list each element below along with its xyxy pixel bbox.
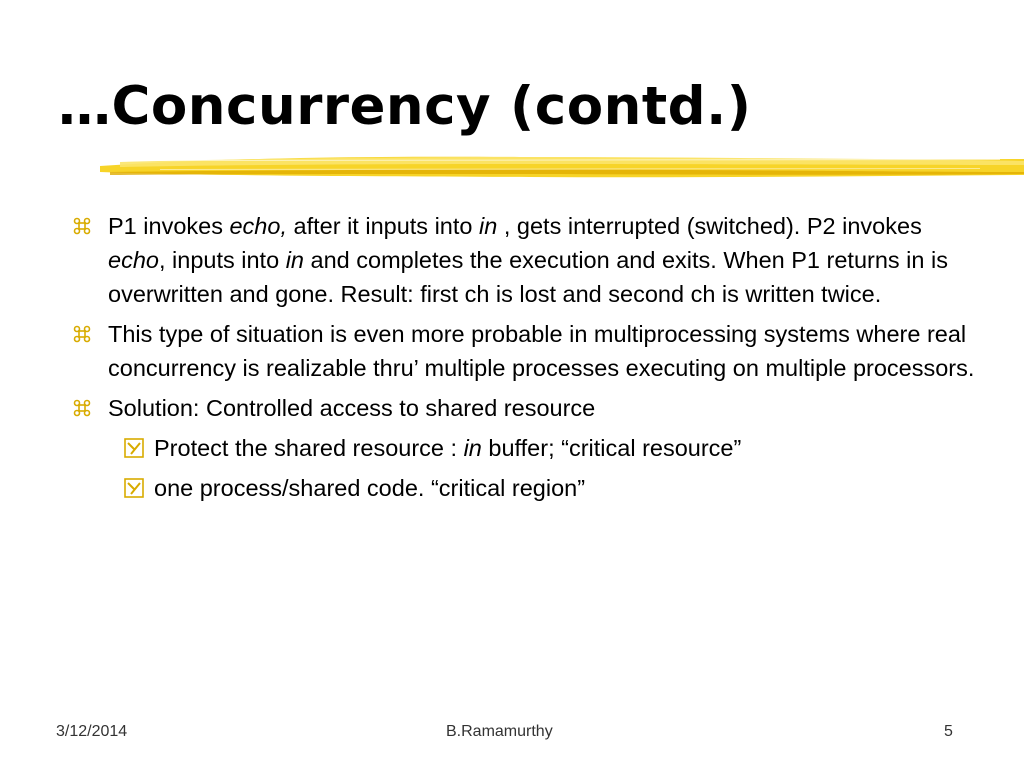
command-key-icon — [70, 391, 94, 425]
footer-author: B.Ramamurthy — [446, 723, 553, 740]
command-key-icon — [70, 317, 94, 351]
checkbox-y-icon — [124, 438, 144, 458]
bullet-text: P1 invokes echo, after it inputs into in , gets interrupted (switched). P2 invokes echo, inputs into in and completes the execution and exits. When P1 returns in is overwritten and gone. Result: first ch is lost and second ch is written twice. — [108, 213, 948, 307]
subbullet-item — [70, 471, 975, 505]
bullet-item — [70, 391, 975, 425]
footer-date: 3/12/2014 — [56, 723, 128, 740]
bullet-item — [70, 317, 975, 385]
command-key-icon — [70, 209, 94, 243]
bullet-list — [70, 209, 975, 511]
title-underline-brushstroke — [100, 148, 1024, 188]
subbullet-text: Protect the shared resource : in buffer; “critical resource” — [154, 435, 742, 461]
bullet-text: This type of situation is even more probable in multiprocessing systems where real concurrency is realizable thru’ multiple processes executing on multiple processors. — [108, 321, 975, 381]
page-number: 5 — [944, 723, 953, 740]
bullet-item — [70, 209, 975, 311]
slide-title: …Concurrency (contd.) — [58, 76, 752, 137]
subbullet-item — [70, 431, 975, 465]
bullet-text: Solution: Controlled access to shared resource — [108, 395, 596, 421]
checkbox-y-icon — [124, 478, 144, 498]
subbullet-text: one process/shared code. “critical region” — [154, 475, 586, 501]
